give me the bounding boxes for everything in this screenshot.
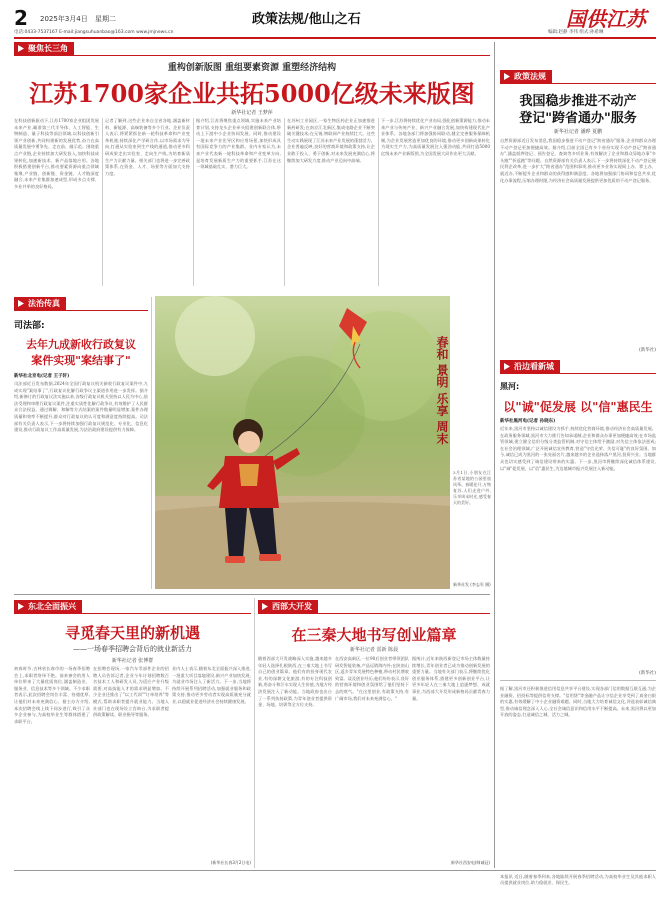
calligraphy-line-2: 景明 — [435, 364, 449, 389]
west-headline: 在三秦大地书写创业篇章 — [291, 626, 457, 644]
policy-byline: 新华社记者 潘晔 夏鹏 — [553, 129, 603, 135]
section-tag-focus-label: 聚焦长三角 — [28, 44, 68, 53]
bottom-band-rule — [14, 594, 490, 595]
section-tag-northeast — [14, 600, 82, 613]
lead-body-col2: 记者了解到,这些企业来自全省各地,涵盖新材料、新能源、高端装备等多个行业。企业负责人表示,将紧紧抓住新一轮科技革命和产业变革机遇,持续深化产学研合作,以市场需求为导向,打通从实验室到生产线的通道,推动更多科研成果走出实验室、走向生产线,为培育新质生产力贡献力量。相关部门也将进一步完善政策体系,在资金、人才、场景等方面加大支持力度。 — [105, 118, 190, 176]
lead-body-col3: 据介绍,江苏将聚焦重点领域,实施未来产业培育计划,支持龙头企业牵头组建创新联合体,带动上下游中小企业协同发展。同时,推动建设一批未来产业先导区和应用场景,加快形成具有国际竞争力的产业集群。业内专家认为,未来产业代表新一轮科技革命和产业变革方向,是培育发展新质生产力的重要抓手,江苏在这一领域基础扎实、潜力巨大。 — [196, 118, 281, 170]
featured-photo — [155, 296, 450, 589]
law-rule — [14, 310, 148, 311]
west-body-col2: 在西安高新区,一位90后创业者带领团队研发智能装备,产品远销海内外;在陕南山区,返乡青年发展特色种植,带动村民增收致富。谈及创业经历,他们纷纷表示,良好的营商环境和创业氛围给了他们坚持下去的底气。"在这里创业,有政策支持,有广阔市场,我们对未来充满信心。" — [335, 656, 409, 701]
law-lead-in: 新华社北京电(记者 王子轩) — [14, 374, 70, 379]
calligraphy-line-3: 乐享 — [435, 392, 449, 417]
lead-body-col4: 在苏州工业园区,一家生物医药企业正加速推进新药研发;在南京江北新区,集成电路企业不断突破关键技术;在无锡,物联网产业持续壮大。这些生动实践展现了江苏未来产业发展的蓬勃活力。企业普遍反映,良好的营商环境和政策支持,让企业敢于投入、勇于创新,对未来发展充满信心,将继续加大研发力度,推动产业迈向中高端。 — [287, 118, 375, 163]
photo-credit: 新华社发 (李志军 摄) — [453, 582, 491, 587]
footer-rule — [14, 870, 656, 871]
lead-col-divider-3 — [284, 118, 285, 286]
page-number: 2 — [14, 6, 28, 30]
section-tag-west-label: 西部大开发 — [272, 602, 312, 611]
policy-rule — [500, 83, 656, 84]
section-tag-law-label: 法治传真 — [28, 299, 60, 308]
northeast-body-col3: 业内人士表示,随着东北全面振兴深入推进,一批重大项目落地建设,新兴产业加快发展,为就业市场注入了新活力。下一步,当地将持续开展系列招聘活动,加强就业服务和政策支持,推动更多劳动者实现高质量充分就业,以稳就业促进经济社会持续健康发展。 — [172, 666, 251, 704]
lead-kicker: 重构创新版图 重组要素资源 重塑经济结构 — [167, 63, 337, 73]
west-rule — [258, 613, 490, 614]
local-body: 近年来,黑河市坚持以诚信建设为抓手,持续优化营商环境,推动经济社会高质量发展。在政务服务领域,黑河市大力推行告知承诺制,企业和群众办事更加便捷高效;在市场监管领域,建立健全信用分级分类监管机制,对守信主体给予激励,对失信主体依法惩戒;在社会治理领域,广泛开展诚信宣传教育,营造"守信光荣、失信可耻"的良好氛围。如今,诚信已成为黑河的一张亮丽名片,越来越多的企业选择落户黑河,投资兴业。当地群众也切实感受到了诚信建设带来的实惠。下一步,黑河市将继续深化诚信体系建设,以"诚"促发展、以"信"惠民生,为边境城市振兴发展注入新动能。 — [500, 426, 656, 471]
section-tag-local — [500, 360, 560, 373]
bottom-divider — [254, 598, 255, 868]
lead-body-col1: 在科技创新驱动下,江苏1700家企业组团发展未来产业,瞄准第三代半导体、人工智能、生物制造、量子科技等前沿领域,以科技创新引领产业创新,共同构建新的发展优势,奋力在高质量发展中勇争先、走在前、做示范。围绕重点产业链,企业持续加大研发投入,加快科技成果转化,加速新技术、新产品落地应用。各地积极搭建创新平台,推动要素资源向重点领域集聚,产业链、创新链、资金链、人才链深度融合,未来产业集群加速成型,形成多点支撑、多业并举的良好格局。 — [14, 118, 99, 189]
law-headline-line1: 去年九成新收行政复议 — [26, 338, 136, 351]
policy-headline-line2: 登记"跨省通办"服务 — [519, 111, 637, 126]
west-source: 新华社西安电(韩诚冠) — [450, 860, 490, 865]
main-right-divider — [494, 42, 495, 868]
law-reporter-tag: 司法部: — [14, 321, 45, 331]
section-tag-law — [14, 297, 66, 310]
date-text: 2025年3月4日 — [40, 15, 88, 23]
local-headline: 以"诚"促发展 以"信"惠民生 — [503, 400, 653, 414]
footer-note: 本报讯 近日,随着春季到来,各地陆续开展春季招聘活动,为高校毕业生及其他求职人员提供就业岗位,助力稳就业、保民生。 — [500, 874, 656, 886]
policy-headline-line1: 我国稳步推进不动产 — [519, 94, 637, 109]
calligraphy-line-1: 春和 — [435, 336, 449, 360]
lead-headline: 江苏1700家企业共拓5000亿级未来版图 — [29, 79, 475, 108]
weekday-text: 星期二 — [94, 15, 116, 23]
section-tag-policy — [500, 70, 552, 83]
photo-caption: 3月1日,小朋友在江苏省某地的公园里放风筝。春暖花开,万物复苏,人们走进户外,乐享周末时光,感受春天的美好。 — [453, 470, 491, 505]
masthead-logo: 国供江苏 — [566, 7, 646, 31]
northeast-headline: 寻觅春天里的新机遇 — [64, 624, 200, 642]
local-rule — [500, 373, 656, 374]
lead-byline: 新华社记者 王梦萍 — [231, 110, 273, 116]
section-tag-west — [258, 600, 318, 613]
calligraphy-line-4: 周末 — [435, 420, 449, 445]
law-body: 司法部近日发布数据,2024年全国行政复议机关新收行政复议案件中,九成实现"案结事了",行政复议化解行政争议主渠道作用进一步发挥。据介绍,新修订的行政复议法实施以来,各级行政复议机关坚持以人民为中心,依法受理和审理行政复议案件,注重实质性化解行政争议,有效维护了人民群众合法权益。通过调解、和解等方式结案的案件数量明显增加,案件办理质量和效率不断提升,群众对行政复议的认可度和满意度持续提高。司法部有关负责人表示,下一步将持续加强行政复议规范化、专业化、信息化建设,推动行政复议工作高质量发展,为法治政府建设提供有力保障。 — [14, 381, 148, 433]
law-headline-line2: 案件实现"案结事了" — [31, 354, 131, 367]
northeast-body-col1: 初春时节,吉林省长春市的一场春季招聘会上,求职者络绎不绝。前来参会的用人单位带来了大量优质岗位,涵盖制造业、服务业、信息技术等多个领域。不少求职者表示,此次招聘会岗位丰富、待遇优厚,让他们对未来充满信心。据主办方介绍,本次招聘会线上线下同步进行,吸引了众多企业参与,为高校毕业生等群体搭建了求职平台。 — [14, 666, 90, 724]
section-title: 政策法规/他山之石 — [252, 12, 361, 27]
northeast-subhead: ——一场春季招聘会背后的就业新活力 — [73, 645, 192, 653]
policy-source: (新华社) — [638, 348, 656, 353]
northeast-byline: 新华社记者 张博群 — [111, 658, 154, 664]
header-contact: 电话:0433-7537167 E-mail:jiangsuhuanbao@163.com www.jmjnews.cn — [14, 30, 174, 35]
section-tag-local-label: 沿边看新城 — [514, 362, 554, 371]
policy-body: 自然资源部近日发布消息,我国稳步推进不动产登记"跨省通办"服务,企业和群众办理不动产登记更加便捷高效。据介绍,目前全国已有多个省份实现不动产登记"跨省通办",涵盖抵押登记、预告登记、查询等多项业务,有效解决了企业和群众异地办事"多头跑""折返跑"等问题。自然资源部有关负责人表示,下一步将持续深化不动产登记便民利企改革,进一步扩大"跨省通办"范围和事项,推动更多业务实现网上办、掌上办、就近办,不断提升企业和群众的获得感和满意度。各地将加强部门协同和信息共享,优化办事流程,压缩办理时限,为经济社会高质量发展提供更加优质的不动产登记服务。 — [500, 138, 656, 183]
local-bottom-rule — [500, 680, 656, 681]
lead-col-divider-4 — [378, 118, 379, 286]
west-body-col1: 随着西部大开发战略深入实施,越来越多年轻人选择扎根陕西,在三秦大地上书写自己的创业篇章。他们有的投身现代农业,有的深耕文化旅游,有的专注科技创新,用奋斗和汗水实现人生价值,为地方经济发展注入了新动能。当地政府也出台了一系列扶持政策,为青年创业者提供资金、场地、培训等全方位支持。 — [258, 656, 332, 708]
local-body-continued: 据了解,黑河市还积极推进信用信息共享平台建设,实现各部门信用数据互联互通,为企业融资、招投标等提供信用支撑。"信用贷"等金融产品让守信企业享受到了真金白银的实惠,有效缓解了中小企业融资难题。同时,当地大力培育诚信文化,评选表彰诚信典型,推动诚信理念深入人心,全社会诚信意识和信用水平不断提高。未来,黑河将以更加开放的姿态,打造诚信之城、活力之城。 — [500, 686, 656, 718]
focus-rule — [14, 55, 490, 56]
local-lead-in: 新华社黑河电(记者 孙晓东) — [500, 419, 556, 424]
local-source: (新华社) — [638, 671, 656, 676]
section-tag-northeast-label: 东北全面振兴 — [28, 602, 76, 611]
lead-col-divider-2 — [193, 118, 194, 286]
local-reporter-tag: 黑河: — [500, 382, 520, 391]
law-photo-divider — [151, 297, 152, 589]
header-editors: 编辑:赵静 李伟 组式:孙希琳 — [548, 30, 604, 35]
lead-body-col5: 下一步,江苏将持续优化产业布局,强化创新策源能力,推动未来产业与传统产业、新兴产业融合发展,加快构建现代化产业体系。各地各部门将加强协同联动,健全完善服务保障机制,为企业发展营造更加优良的环境,推动更多创新成果转化为现实生产力,为高质量发展注入强劲动能,共同打造5000亿级未来产业新版图,为全国发展大局作出更大贡献。 — [381, 118, 490, 156]
northeast-body-col2: 在招聘会现场,一家汽车零部件企业的招聘人员告诉记者,企业今年计划招聘数百名技术工人和研发人员,为适应产业升级需要,对高技能人才的需求明显增加。不少企业还推出了"以工代训""订单培养"等模式,帮助求职者提升就业能力。当地人社部门也在现场设立咨询台,为求职者提供政策解读、职业指导等服务。 — [93, 666, 169, 718]
section-tag-focus — [14, 42, 74, 55]
section-tag-policy-label: 政策法规 — [514, 72, 546, 81]
west-byline: 新华社记者 雷新 陈晨 — [349, 647, 399, 653]
issue-date — [40, 14, 116, 24]
northeast-rule — [14, 613, 251, 614]
west-body-col3: 据统计,近年来陕西新登记市场主体数量持续增长,青年创业者已成为推动创新发展的重要力量。当地有关部门表示,将继续优化创业服务体系,搭建更多创新创业平台,让更多年轻人在三秦大地上追逐梦想、成就事业,为西部大开发形成新格局贡献青春力量。 — [412, 656, 490, 701]
northeast-source: (新华社长春3月2日电) — [210, 860, 251, 865]
lead-col-divider-1 — [102, 118, 103, 286]
photo-calligraphy — [405, 336, 449, 486]
header-rule — [14, 37, 656, 39]
